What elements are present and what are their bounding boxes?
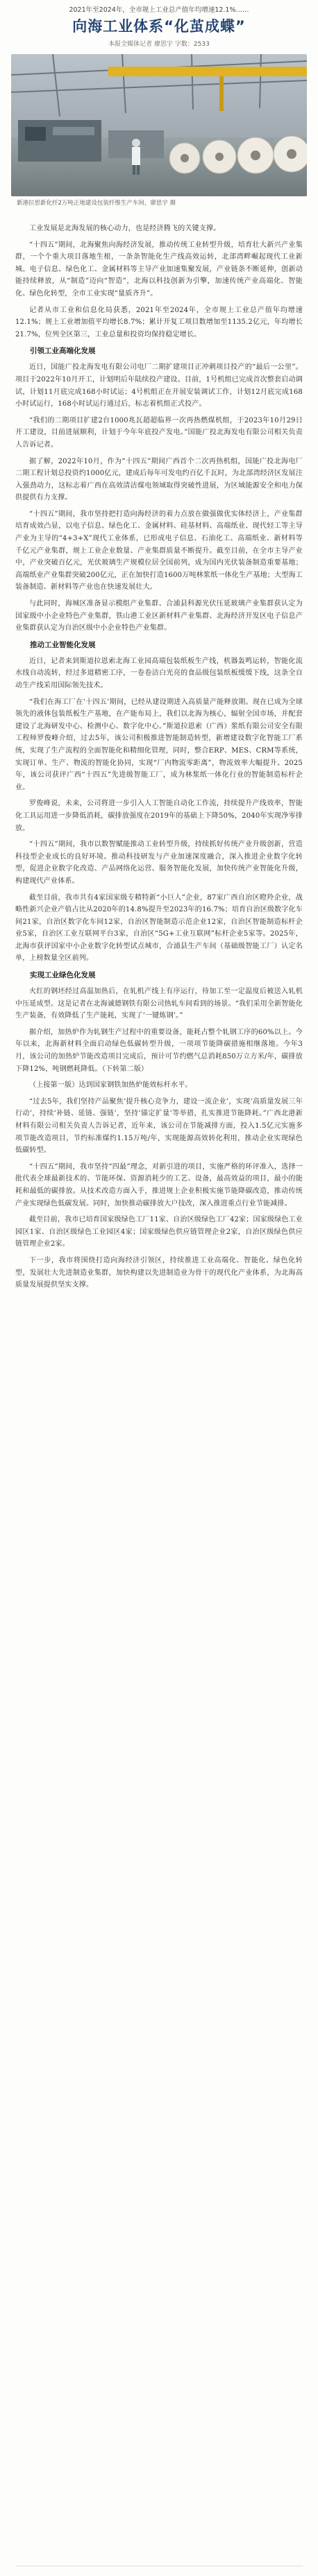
paragraph: 截至目前，我市已培育国家级绿色工厂11家、自治区级绿色工厂42家；国家级绿色工业园区1家、自治区级绿色工业园区4家；国家级绿色供应链管理企业2家，自治区级绿色供应链管理企业2家。	[15, 1216, 303, 1248]
paragraph: “过去5年，我们坚持产品聚焦‘提升核心竞争力，建设一流企业’，实现‘高质量发展三年行动’，持续‘补链、延链、强链’，坚持‘锚定扩量’等举措，扎实推进节能降耗。”广西北港新材料有限公司相关负责人告诉记者，近年来，该公司在节能减排方面，投入1.5亿元实施多项节能改造项目，节约标准煤约1.15万吨/年，实现能源高效转化利用，推动企业实现绿色低碳转型。	[15, 1097, 303, 1155]
section-heading: 实现工业绿色化发展	[30, 971, 96, 980]
paragraph: 火红的钢坯经过高温加热后，在轧机产线上有序运行，待加工至一定温度后被送入轧机中压延成型。这是记者在北海诚德钢铁有限公司热轧车间看到的场景。“我们采用全新智能化生产装备，有效降低了生产能耗，实现了‘一键炼钢’。”	[15, 988, 303, 1020]
paragraph: 据介绍，加热炉作为轧钢生产过程中的重要设备，能耗占整个轧钢工序的60%以上。今年以来，北海新材料全面启动绿色低碳转型升级，一项项节能降碳措施相继落地。今年3月，该公司的加热炉节能改造项目完成后，预计可节约燃气总消耗850万立方米/年，碳排放下降12%，吨钢燃耗降低。（下转第二版）	[15, 1028, 303, 1073]
paragraph: 与此同时，海城区准备显示模组产业集群、合浦县科源光伏压延玻璃产业集群获认定为国家级中小企业特色产业集群，铁山港工业区新材料产业集群、北海经济开发区电子信息产业集群获认定为自治区级中小企业特色产业集群。	[15, 600, 303, 633]
paragraph: （上接第一版）达到国家钢铁加热炉能效标杆水平。	[29, 1081, 192, 1090]
paragraph: “十四五”期间，我市坚持“四最”理念，对新引进的项目，实施严格的环评准入，选择一批代表全球最新技术的、节能环保、资源消耗少的工艺、设备，最高效益的项目，最小的能耗和最低的碳排放。从技术改造方面入手，推进规上企业积极实施节能降碳改造，推动传统产业实现绿色低碳发展。同时，加快推动碳排放大户技改，深入推进重点行业节能减排。	[15, 1162, 303, 1208]
paragraph: 近日，记者来到斯道拉恩索北海工业园高端包装纸板生产线，机器轰鸣运转，智能化流水线自动流转，经过多道精密工序，一卷卷洁白光亮的食品级包装纸板缓缓下线，这条全自动生产线采用国际领先技术。	[15, 657, 303, 689]
paragraph: 截至目前，我市共有4家国家级专精特新“小巨人”企业，87家广西自治区瞪羚企业，战略性新兴企业产值占比从2020年的14.8%提升至2023年的16.7%；培育自治区级数字化车间21家，自治区数字化车间12家，自治区智能制造示范企业12家，自治区智能制造标杆企业5家，自治区工业互联网平台3家，自治区“5G+工业互联网”标杆企业5家等。2025年，北海市获评国家中小企业数字化转型试点城市，合浦县生产车间（基础级智能工厂）认定名单，上榜数量全区前列。	[15, 893, 303, 963]
paragraph: 据了解，2022年10月，作为“十四五”期间广西首个二次再热机组，国能广投北海电厂二期工程计划总投资约1000亿元，建成后每年可发电约百亿千瓦时，为北部湾经济区发展注入强劲动力，这标志着广西在高效清洁煤电领域取得突破性进展，为区域能源安全和电力保供提供有力支撑。	[15, 457, 303, 502]
paragraph: 记者从市工业和信息化局获悉，2021年至2024年，全市规上工业总产值年均增速12.1%；规上工业增加值平均增长8.7%；累计开复工项目数增加至1135.2亿元，年均增长21.7%，位列全区第三，工业总量和投资均保持稳定增长。	[15, 306, 303, 338]
kicker-line: 2021年至2024年，全市规上工业总产值年均增速12.1%……	[69, 6, 249, 14]
paragraph: “十四五”期间，北海聚焦向海经济发展，推动传统工业转型升级，培育壮大新兴产业集群，一个个重大项目落地生根，一条条智能化生产线高效运转，北部湾畔崛起现代工业新城。电子信息、绿色化工、金属材料等主导产业加速集聚发展，产业链条不断延伸，创新动能持续释放，从“制造”迈向“智造”，北海以科技创新为引擎，加速传统产业高端化、智能化、绿色化转型，全市工业实现“量质齐升”。	[15, 241, 303, 298]
byline: 本报全媒体记者 廖思宇 字数：2533	[108, 41, 210, 48]
factory-floor-illustration	[11, 54, 307, 196]
paragraph: 罗俊峰说，未来，公司将进一步引入人工智能自动化工作流，持续提升产线效率，智能化工具运用进一步降低消耗，碳排放强度在2019年的基础上下降50%，2040年实现净零排放。	[15, 800, 303, 832]
headline: 向海工业体系“化茧成蝶”	[72, 18, 246, 35]
paragraph: “我们的二期项目扩建2台1000兆瓦超超临界一次再热燃煤机组，于2023年10月29日开工建设，目前进展顺利，计划于今年年底投产发电。”国能广投北海发电有限公司相关负责人告诉记者。	[15, 416, 303, 449]
section-heading: 引领工业高端化发展	[30, 347, 96, 356]
paragraph: “十四五”期间，我市坚持把打造向海经济的着力点放在做强做优实体经济上，产业集群培育成效凸显，以电子信息、绿色化工、金属材料、硅基材料、高端纸业、现代轻工等主导产业为主导的“4+3+X”现代工业体系，已形成电子信息、石油化工、高端纸业、新材料等千亿元产业集群，规上工业企业数量、产业集群质量不断提升。截至目前，在全市主导产业中，产业突破百亿元，光伏玻璃生产规模位居全国前列，成为国内光伏装备制造重要基地；高端纸业产业集群突破200亿元，正在加快打造1600万吨林浆纸一体化生产基地；大型海工装备制造、新材料等产业也在快速发展壮大。	[15, 510, 303, 592]
paragraph: 近日，国能广投北海发电有限公司电厂二期扩建项目正冲刺项目投产的“最后一公里”。项目于2022年10月开工，计划明后年陆续投产建设。目前，1号机组已完成首次整套启动调试，计划11月底完成168小时试运；4号机组正在开展安装调试工作，计划12月底完成168小时试运行，168小时试运行通过后，标志着机组正式投产。	[15, 363, 303, 409]
photo-caption: 新港拉思新化纤2万吨正地建设包装纤维生产车间，廖思宇 摄	[17, 200, 176, 207]
hero-photo	[11, 54, 307, 196]
paragraph: 下一步，我市将围绕打造向海经济引领区，持续推进工业高端化、智能化、绿色化转型，发展壮大先进制造业集群，加快构建以先进制造业为骨干的现代化产业体系，为北海高质量发展提供坚实支撑。	[15, 1256, 303, 1289]
headline-block	[0, 14, 318, 39]
article-body	[0, 217, 318, 1291]
paragraph: 工业发展是北海发展的核心动力，也是经济腾飞的关键支撑。	[29, 225, 221, 232]
overhead-crane	[108, 67, 307, 76]
paragraph: “十四五”期间，我市以数智赋能推动工业转型升级，持续抓好传统产业升级创新，营造科技型企业成长的良好环境。推动科技研发与产业加速深度融合，深入推进企业数字化转型，促进企业数字化改造、产品网络化运营、服务智能化发展，加快传统产业智能化升级，构建现代产业体系。	[15, 841, 303, 885]
section-heading: 推动工业智能化发展	[30, 640, 96, 649]
paragraph: “我们在海工厂在‘十四五’期间，已经从建设期进入高质量产能释放期。现在已成为全球领先的液体包装纸板生产基地，在产能布局上，我们以北海为核心，辐射全国市场，并配套建设了北海研发中心、检测中心、数字化中心。”斯道拉恩索（广西）浆纸有限公司安全有限工程师罗俊峰介绍，过去5年，该公司积极推进智能制造转型，新增建设数字化智能工厂系统，实现了生产流程的全面智能化和精细化管理，同时，整合ERP、MES、CRM等系统，实现订单、生产、物流的智能化协同，实现“厂内物流零距离”，物流效率大幅提升。2025年，该公司获评广西“十四五”先进级智能工厂，成为林浆纸一体化行业的智能制造标杆企业。	[15, 698, 303, 791]
